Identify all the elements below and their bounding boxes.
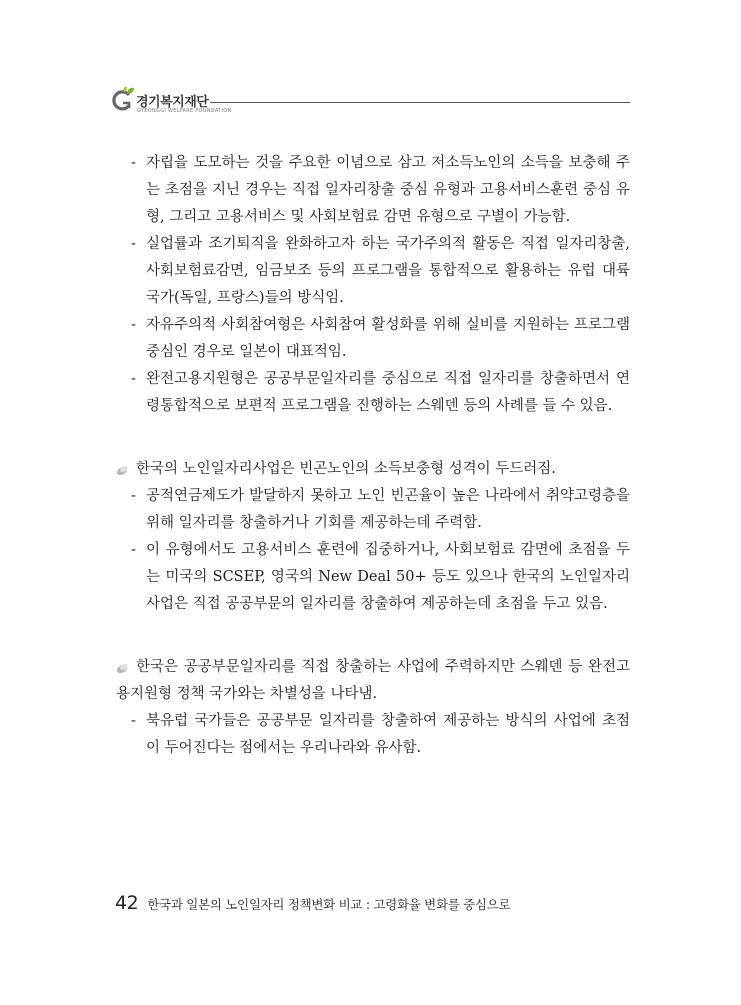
section-0: [116, 150, 630, 420]
bullet-heading: [116, 654, 630, 708]
dash-marker: -: [131, 371, 136, 387]
list-item-text: 이 유형에서도 고용서비스 훈련에 집중하거나, 사회보험료 감면에 초점을 두는 미국의 SCSEP, 영국의 New Deal 50+ 등도 있으나 한국의 노인일자리사업은 직접 공공부문의 일자리를 창출하여 제공하는데 초점을 두고 있음.: [146, 542, 630, 612]
org-subtitle: GYEONGGI WELFARE FOUNDATION: [137, 108, 232, 114]
dash-marker: -: [131, 488, 136, 504]
list-item: [116, 312, 630, 366]
list-item-text: 자립을 도모하는 것을 주요한 이념으로 삼고 저소득노인의 소득을 보충해 주는 초점을 지닌 경우는 직접 일자리창출 중심 유형과 고용서비스훈련 중심 유형, 그리고 고용서비스 및 사회보험료 감면 유형으로 구별이 가능함.: [146, 155, 630, 225]
list-item: [116, 231, 630, 312]
section-gap: [116, 420, 630, 438]
list-item: [116, 708, 630, 762]
dash-marker: -: [131, 155, 136, 171]
list-item-text: 완전고용지원형은 공공부문일자리를 중심으로 직접 일자리를 창출하면서 연령통합적으로 보편적 프로그램을 진행하는 스웨덴 등의 사례를 들 수 있음.: [146, 371, 630, 414]
bullet-heading: [116, 456, 630, 483]
list-item-text: 북유럽 국가들은 공공부문 일자리를 창출하여 제공하는 방식의 사업에 초점이 두어진다는 점에서는 우리나라와 유사함.: [146, 713, 630, 756]
header-rule: [210, 102, 630, 103]
leaf-bullet-icon: [116, 464, 130, 476]
bullet-heading-text: 한국의 노인일자리사업은 빈곤노인의 소득보충형 성격이 두드러짐.: [136, 461, 556, 477]
list-item-text: 공적연금제도가 발달하지 못하고 노인 빈곤율이 높은 나라에서 취약고령층을 위해 일자리를 창출하거나 기회를 제공하는데 주력함.: [146, 488, 630, 531]
list-item: [116, 366, 630, 420]
dash-marker: -: [131, 713, 136, 729]
org-name: 경기복지재단: [136, 95, 209, 110]
page-number: 42: [115, 892, 139, 914]
foundation-logo-icon: [110, 86, 136, 114]
section-1: [116, 456, 630, 618]
dash-marker: -: [131, 542, 136, 558]
bullet-heading-text: 한국은 공공부문일자리를 직접 창출하는 사업에 주력하지만 스웨덴 등 완전고용지원형 정책 국가와는 차별성을 나타냄.: [116, 659, 630, 702]
section-gap: [116, 618, 630, 636]
page-footer: [115, 892, 510, 914]
leaf-bullet-icon: [116, 662, 130, 674]
list-item: [116, 537, 630, 618]
dash-marker: -: [131, 317, 136, 333]
running-title: 한국과 일본의 노인일자리 정책변화 비교 : 고령화율 변화를 중심으로: [147, 897, 511, 912]
page-header: [110, 86, 630, 126]
list-item: [116, 150, 630, 231]
section-2: [116, 654, 630, 762]
page-body: [116, 150, 630, 762]
list-item-text: 실업률과 조기퇴직을 완화하고자 하는 국가주의적 활동은 직접 일자리창출, 사회보험료감면, 임금보조 등의 프로그램을 통합적으로 활용하는 유럽 대륙국가(독일, 프랑스)들의 방식임.: [146, 236, 630, 306]
list-item: [116, 483, 630, 537]
dash-marker: -: [131, 236, 136, 252]
list-item-text: 자유주의적 사회참여형은 사회참여 활성화를 위해 실비를 지원하는 프로그램 중심인 경우로 일본이 대표적임.: [146, 317, 630, 360]
